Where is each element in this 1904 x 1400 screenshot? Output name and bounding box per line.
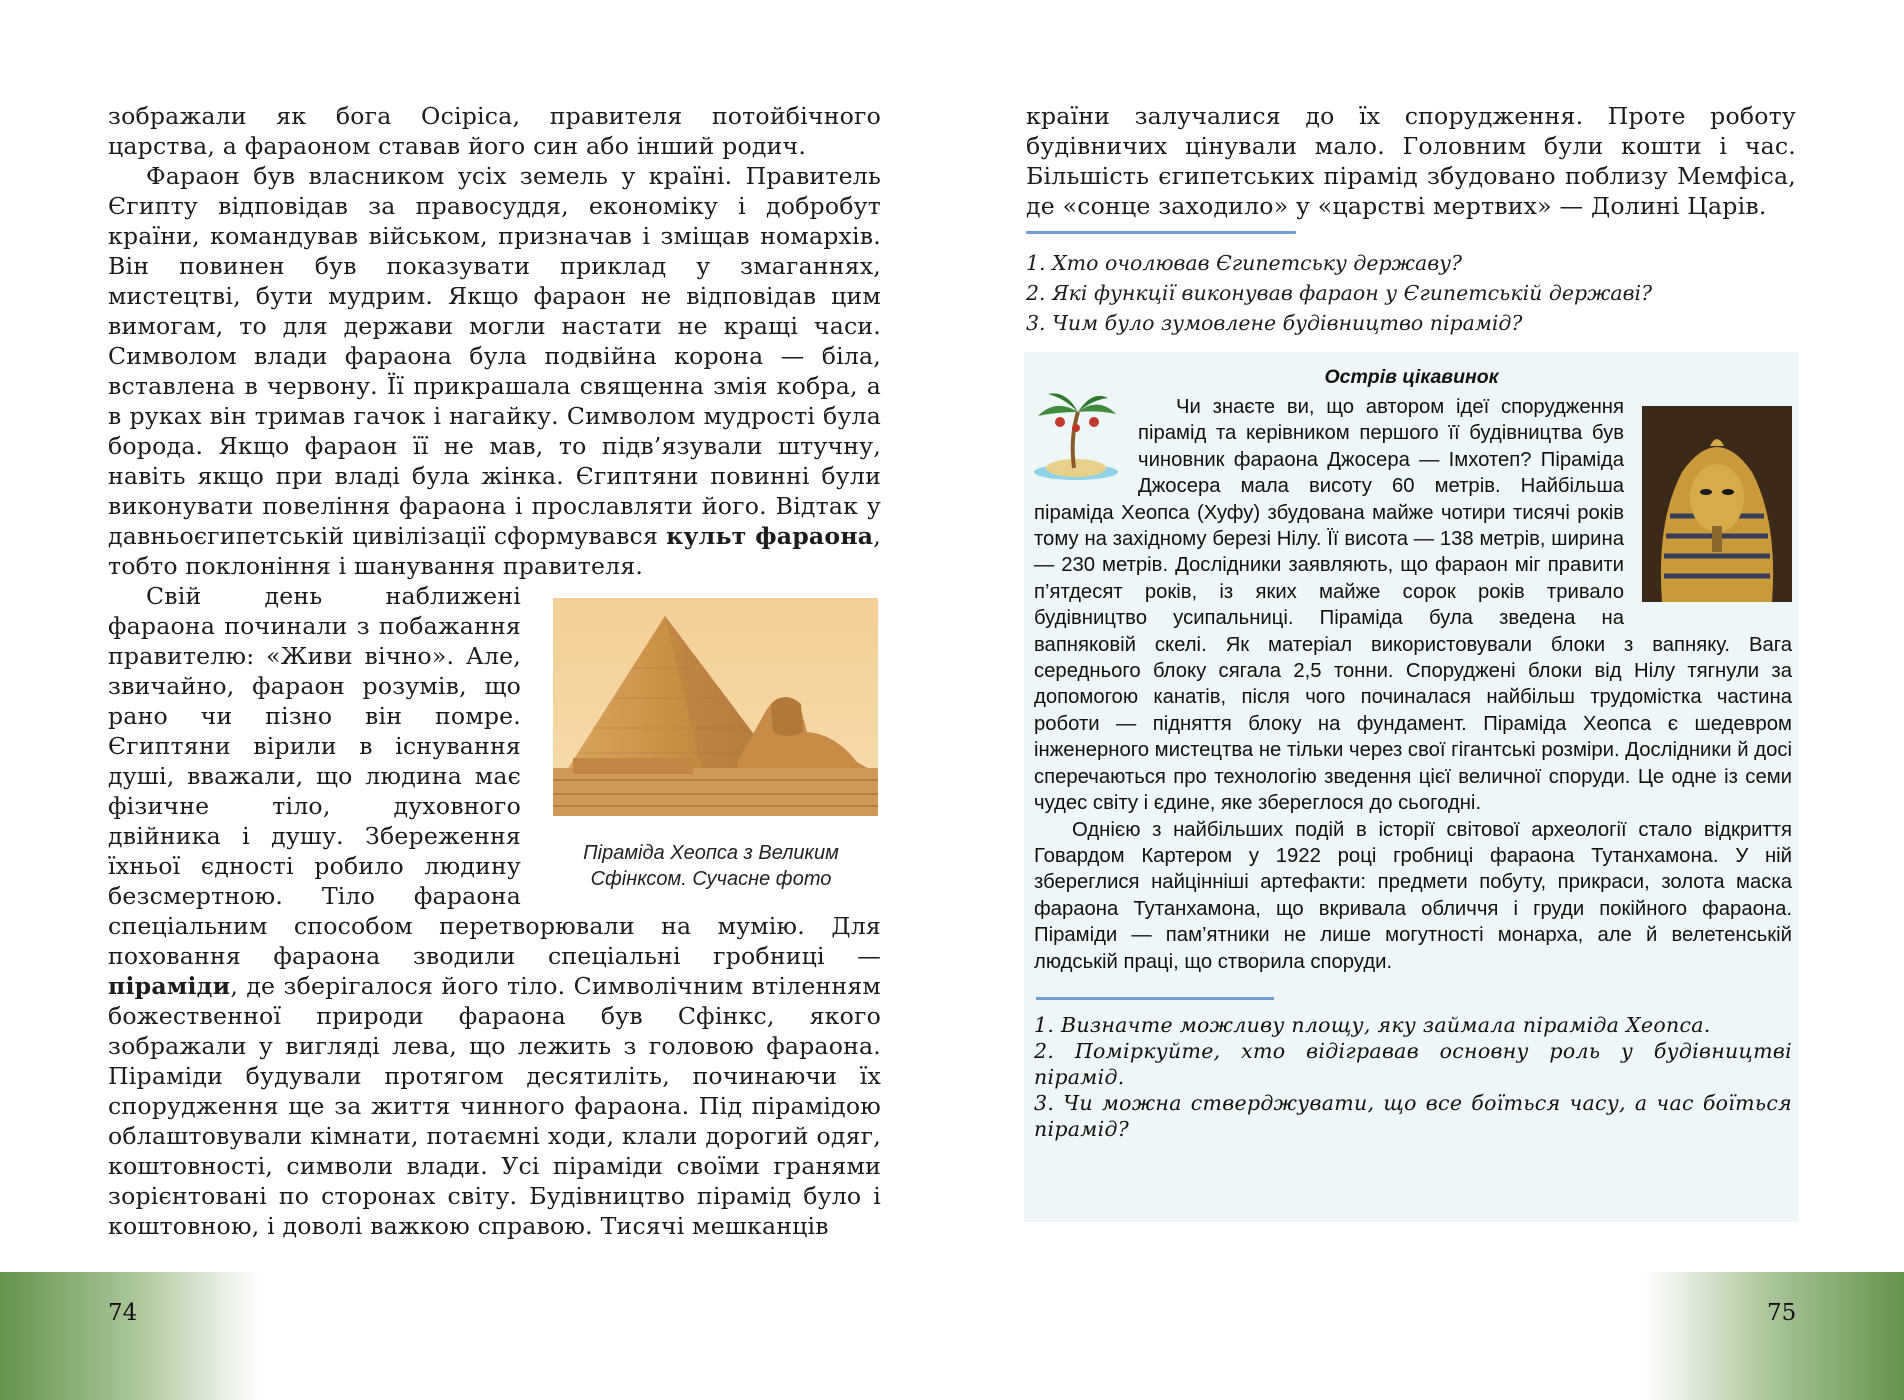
right-page-column <box>1026 101 1796 338</box>
left-paragraph-3-end: , де зберігалося його тіло. Символічним втіленням божественної природи фараона був Сфінкс, якого зображали у вигляді лева, що лежить з головою фараона. Піраміди будували протягом десятиліть, починаючи їх спорудження ще за життя чинного фараона. Під пірамідою облаштовували кімнати, потаємні ходи, клали дорогий одяг, коштовності, символи влади. Усі піраміди своїми гранями зорієнтовані по сторонах світу. Будівництво пірамід було і коштовною, і доволі важкою справою. Тисячі мешканців <box>108 972 881 1240</box>
footer-band-left <box>0 1272 260 1400</box>
page-number-left: 74 <box>108 1300 138 1326</box>
term-pharaoh-cult: культ фараона <box>666 522 874 550</box>
figure-caption: Піраміда Хеопса з Великим Сфінксом. Сучасне фото <box>583 842 839 890</box>
left-paragraph-2-end: , тобто поклоніння і шанування правителя. <box>108 522 881 580</box>
palm-island-icon <box>1030 388 1122 484</box>
footer-band-right <box>1644 1272 1904 1400</box>
left-paragraph-3-text: Свій день наближені фараона починали з побажання правителю: «Живи вічно». Але, звичайно, фараон розумів, що рано чи пізно він помре. Єгиптяни вірили в існування душі, вважали, що людина має фізичне тіло, духовного двійника і душу. Збереження їхньої єдності робило людину безсмертною. Тіло фараона спеціальним способом перетворювали на мумію. Для поховання фараона зводили спеціальні гробниці — <box>108 582 881 970</box>
section-divider <box>1026 231 1296 234</box>
pyramid-figure <box>541 598 881 892</box>
island-question: 1. Визначте можливу площу, яку займала піраміда Хеопса. <box>1034 1012 1711 1037</box>
pyramid-sphinx-photo <box>553 598 878 816</box>
island-paragraph-2: Однією з найбільших подій в історії світової археології стало відкриття Говардом Картером у 1922 році гробниці фараона Тутанхамона. У ній збереглися найцінніші артефакти: предмети побуту, прикраси, золота маска фараона Тутанхамона, що вкривала обличчя і груди покійного фараона. Піраміди — пам’ятники не лише могутності монарха, але й велетенській людській праці, що створила споруди. <box>1034 818 1792 973</box>
tutankhamun-mask-photo <box>1642 406 1792 602</box>
island-of-curiosities-box <box>1024 352 1799 1222</box>
left-page-column <box>108 101 881 1241</box>
right-paragraph-1: країни залучалися до їх спорудження. Проте роботу будівничих цінували мало. Головним були кошти і час. Більшість єгипетських пірамід збудовано поблизу Мемфіса, де «сонце заходило» у «царстві мертвих» — Долині Царів. <box>1026 102 1796 220</box>
term-pyramids: піраміди <box>108 972 231 1000</box>
left-paragraph-2-text: Фараон був власником усіх земель у країні. Правитель Єгипту відповідав за правосуддя, економіку і добробут країни, командував військом, призначав і зміщав номархів. Він повинен був показувати приклад у змаганнях, мистецтві, бути мудрим. Якщо фараон не відповідав цим вимогам, то для держави могли настати не кращі часи. Символом влади фараона була подвійна корона — біла, вставлена в червону. Її прикрашала священна змія кобра, а в руках він тримав гачок і нагайку. Символом мудрості була борода. Якщо фараон її не мав, то підв’язували штучну, навіть якщо при владі була жінка. Єгиптяни повинні були виконувати повеління фараона і прославляти його. Відтак у давньоєгипетській цивілізації сформувався <box>108 162 881 550</box>
island-divider <box>1036 997 1274 1000</box>
review-question: 1. Хто очолював Єгипетську державу? <box>1026 251 1463 275</box>
review-question: 3. Чим було зумовлене будівництво пірамід? <box>1026 311 1523 335</box>
island-paragraph-1: Чи знаєте ви, що автором ідеї спорудження пірамід та керівником першого її будівництва був чиновник фараона Джосера — Імхотеп? Піраміда Джосера мала висоту 60 метрів. Найбільша піраміда Хеопса (Хуфу) збудована майже чотири тисячі років тому на західному березі Нілу. Її висота — 138 метрів, ширина — 230 метрів. Дослідники заявляють, що фараон міг правити п’ятдесят років, із яких майже сорок років тривало будівництво усипальниці. Піраміда була зведена на вапняковій скелі. Як матеріал використовували блоки з вапняку. Вага середнього блоку сягала 2,5 тонни. Споруджені блоки від Нілу тягнули за допомогою канатів, після чого починалася найбільш трудомістка частина роботи — підняття блоку на фундамент. Піраміда Хеопса є шедевром інженерного мистецтва не тільки через свої гігантські розміри. Дослідники й досі сперечаються про технологію зведення цієї величної споруди. Це одне із семи чудес світу і єдине, яке збереглося до сьогодні. <box>1034 396 1792 815</box>
page-number-right: 75 <box>1767 1300 1797 1326</box>
left-paragraph-2 <box>108 161 881 581</box>
review-questions <box>1026 248 1796 338</box>
review-question: 2. Які функції виконував фараон у Єгипетській державі? <box>1026 281 1653 305</box>
island-box-body <box>1034 394 1792 1142</box>
island-box-title: Острів цікавинок <box>1324 366 1499 388</box>
left-paragraph-1: зображали як бога Осіріса, правителя потойбічного царства, а фараоном ставав його син або інший родич. <box>108 102 881 160</box>
island-question: 3. Чи можна стверджувати, що все боїться часу, а час боїться пірамід? <box>1034 1090 1792 1141</box>
island-question: 2. Поміркуйте, хто відігравав основну роль у будівництві пірамід. <box>1034 1038 1792 1089</box>
